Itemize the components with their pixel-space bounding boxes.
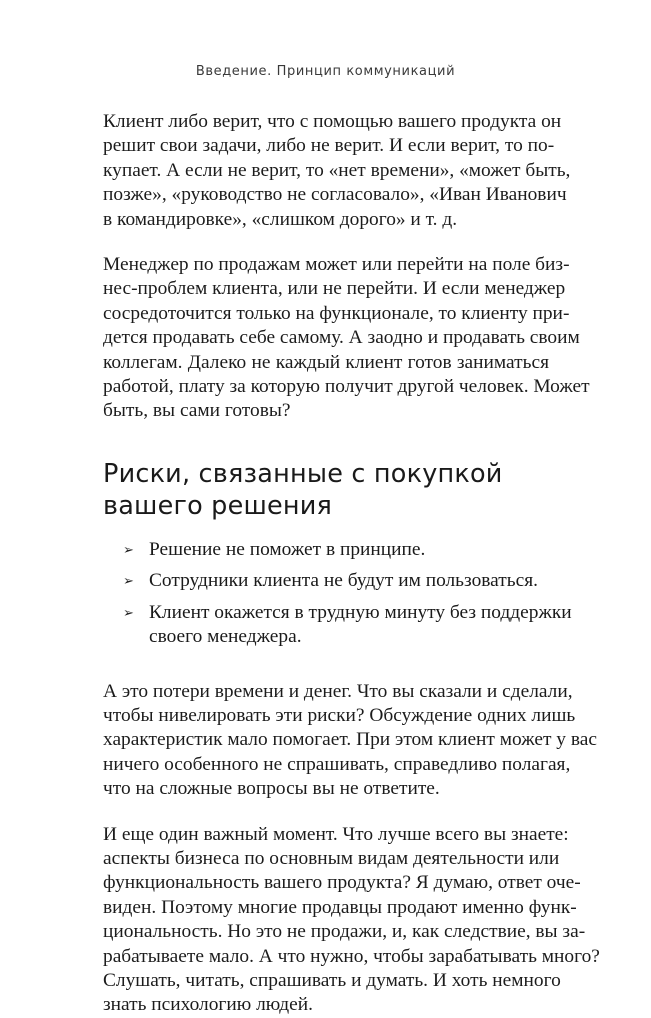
text-line: купает. А если не верит, то «нет времени», «может быть,: [103, 159, 571, 181]
text-line: дется продавать себе самому. А заодно и продавать своим: [103, 327, 580, 349]
risk-list: [103, 538, 572, 650]
list-item: [103, 569, 549, 593]
paragraph-client-belief: [103, 110, 571, 232]
text-line: виден. Поэтому многие продавцы продают именно функ-: [103, 896, 577, 918]
list-item-text: Клиент окажется в трудную минуту без поддержки: [149, 601, 572, 623]
list-item: [103, 601, 572, 650]
text-line: чтобы нивелировать эти риски? Обсуждение одних лишь: [103, 704, 576, 726]
text-line: в командировке», «слишком дорого» и т. д.: [103, 208, 458, 230]
heading-line: вашего решения: [103, 490, 333, 521]
text-line: позже», «руководство не согласовало», «Иван Иванович: [103, 184, 567, 206]
text-line: рабатываете мало. А что нужно, чтобы зарабатывать много?: [103, 945, 600, 967]
text-line: быть, вы сами готовы?: [103, 400, 291, 422]
heading-line: Риски, связанные с покупкой: [103, 458, 503, 489]
text-line: Слушать, читать, спрашивать и думать. И хоть немного: [103, 969, 561, 991]
list-item-text: Сотрудники клиента не будут им пользоваться.: [149, 570, 538, 592]
paragraph-sales-manager: [103, 253, 590, 424]
running-head: Введение. Принцип коммуникаций: [195, 64, 456, 79]
text-line: ничего особенного не спрашивать, справедливо полагая,: [103, 753, 571, 775]
section-heading: [103, 458, 549, 522]
list-item-text: своего менеджера.: [149, 626, 302, 648]
text-line: Менеджер по продажам может или перейти на поле биз-: [103, 254, 570, 276]
text-line: характеристик мало помогает. При этом клиент может у вас: [103, 729, 597, 751]
list-item: [103, 538, 549, 562]
text-line: А это потери времени и денег. Что вы сказали и сделали,: [103, 680, 573, 702]
paragraph-losses: [103, 680, 597, 802]
text-line: аспекты бизнеса по основным видам деятельности или: [103, 847, 560, 869]
text-line: Клиент либо верит, что с помощью вашего продукта он: [103, 111, 562, 132]
list-item-text: Решение не поможет в принципе.: [149, 538, 426, 560]
text-line: знать психологию людей.: [103, 994, 313, 1016]
text-line: работой, плату за которую получит другой человек. Может: [103, 376, 590, 398]
page-content: [103, 110, 600, 1018]
text-line: сосредоточится только на функционале, то клиенту при-: [103, 302, 570, 324]
text-line: решит свои задачи, либо не верит. И если верит, то по-: [103, 135, 555, 157]
text-line: нес-проблем клиента, или не перейти. И если менеджер: [103, 278, 566, 300]
text-line: циональность. Но это не продажи, и, как следствие, вы за-: [103, 921, 586, 943]
arrow-bullet-icon: ➢: [123, 541, 134, 557]
text-line: коллегам. Далеко не каждый клиент готов заниматься: [103, 351, 549, 373]
text-line: функциональность вашего продукта? Я думаю, ответ оче-: [103, 872, 581, 894]
arrow-bullet-icon: ➢: [123, 604, 134, 620]
paragraph-important-moment: [103, 823, 600, 1018]
text-line: И еще один важный момент. Что лучше всего вы знаете:: [103, 823, 569, 845]
arrow-bullet-icon: ➢: [123, 573, 134, 589]
text-line: что на сложные вопросы вы не ответите.: [103, 778, 440, 800]
